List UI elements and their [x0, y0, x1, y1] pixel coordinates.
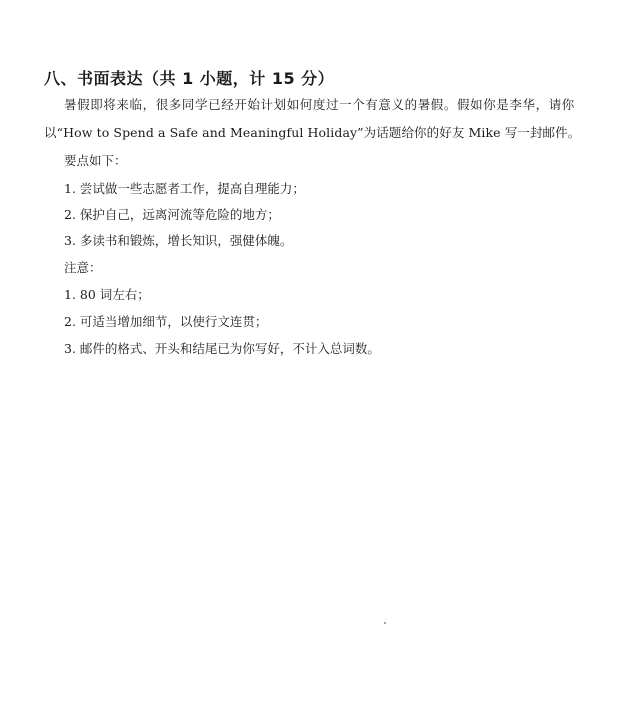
- scan-speck: [384, 622, 386, 624]
- key-point-item: 2. 保护自己，远离河流等危险的地方；: [64, 207, 280, 222]
- note-item: 3. 邮件的格式、开头和结尾已为你写好，不计入总词数。: [64, 341, 380, 356]
- prompt-line-1: 暑假即将来临，很多同学已经开始计划如何度过一个有意义的暑假。假如你是李华，请你: [64, 97, 575, 112]
- note-item: 2. 可适当增加细节，以使行文连贯；: [64, 314, 268, 329]
- notes-heading: 注意：: [64, 260, 102, 275]
- key-points-heading: 要点如下：: [64, 153, 127, 168]
- section-title: 八、书面表达（共 1 小题，计 15 分）: [44, 69, 335, 88]
- key-point-item: 3. 多读书和锻炼，增长知识，强健体魄。: [64, 233, 293, 248]
- prompt-line-2: 以“How to Spend a Safe and Meaningful Holiday”为话题给你的好友 Mike 写一封邮件。: [44, 125, 581, 140]
- key-point-item: 1. 尝试做一些志愿者工作，提高自理能力；: [64, 181, 305, 196]
- note-item: 1. 80 词左右；: [64, 287, 150, 302]
